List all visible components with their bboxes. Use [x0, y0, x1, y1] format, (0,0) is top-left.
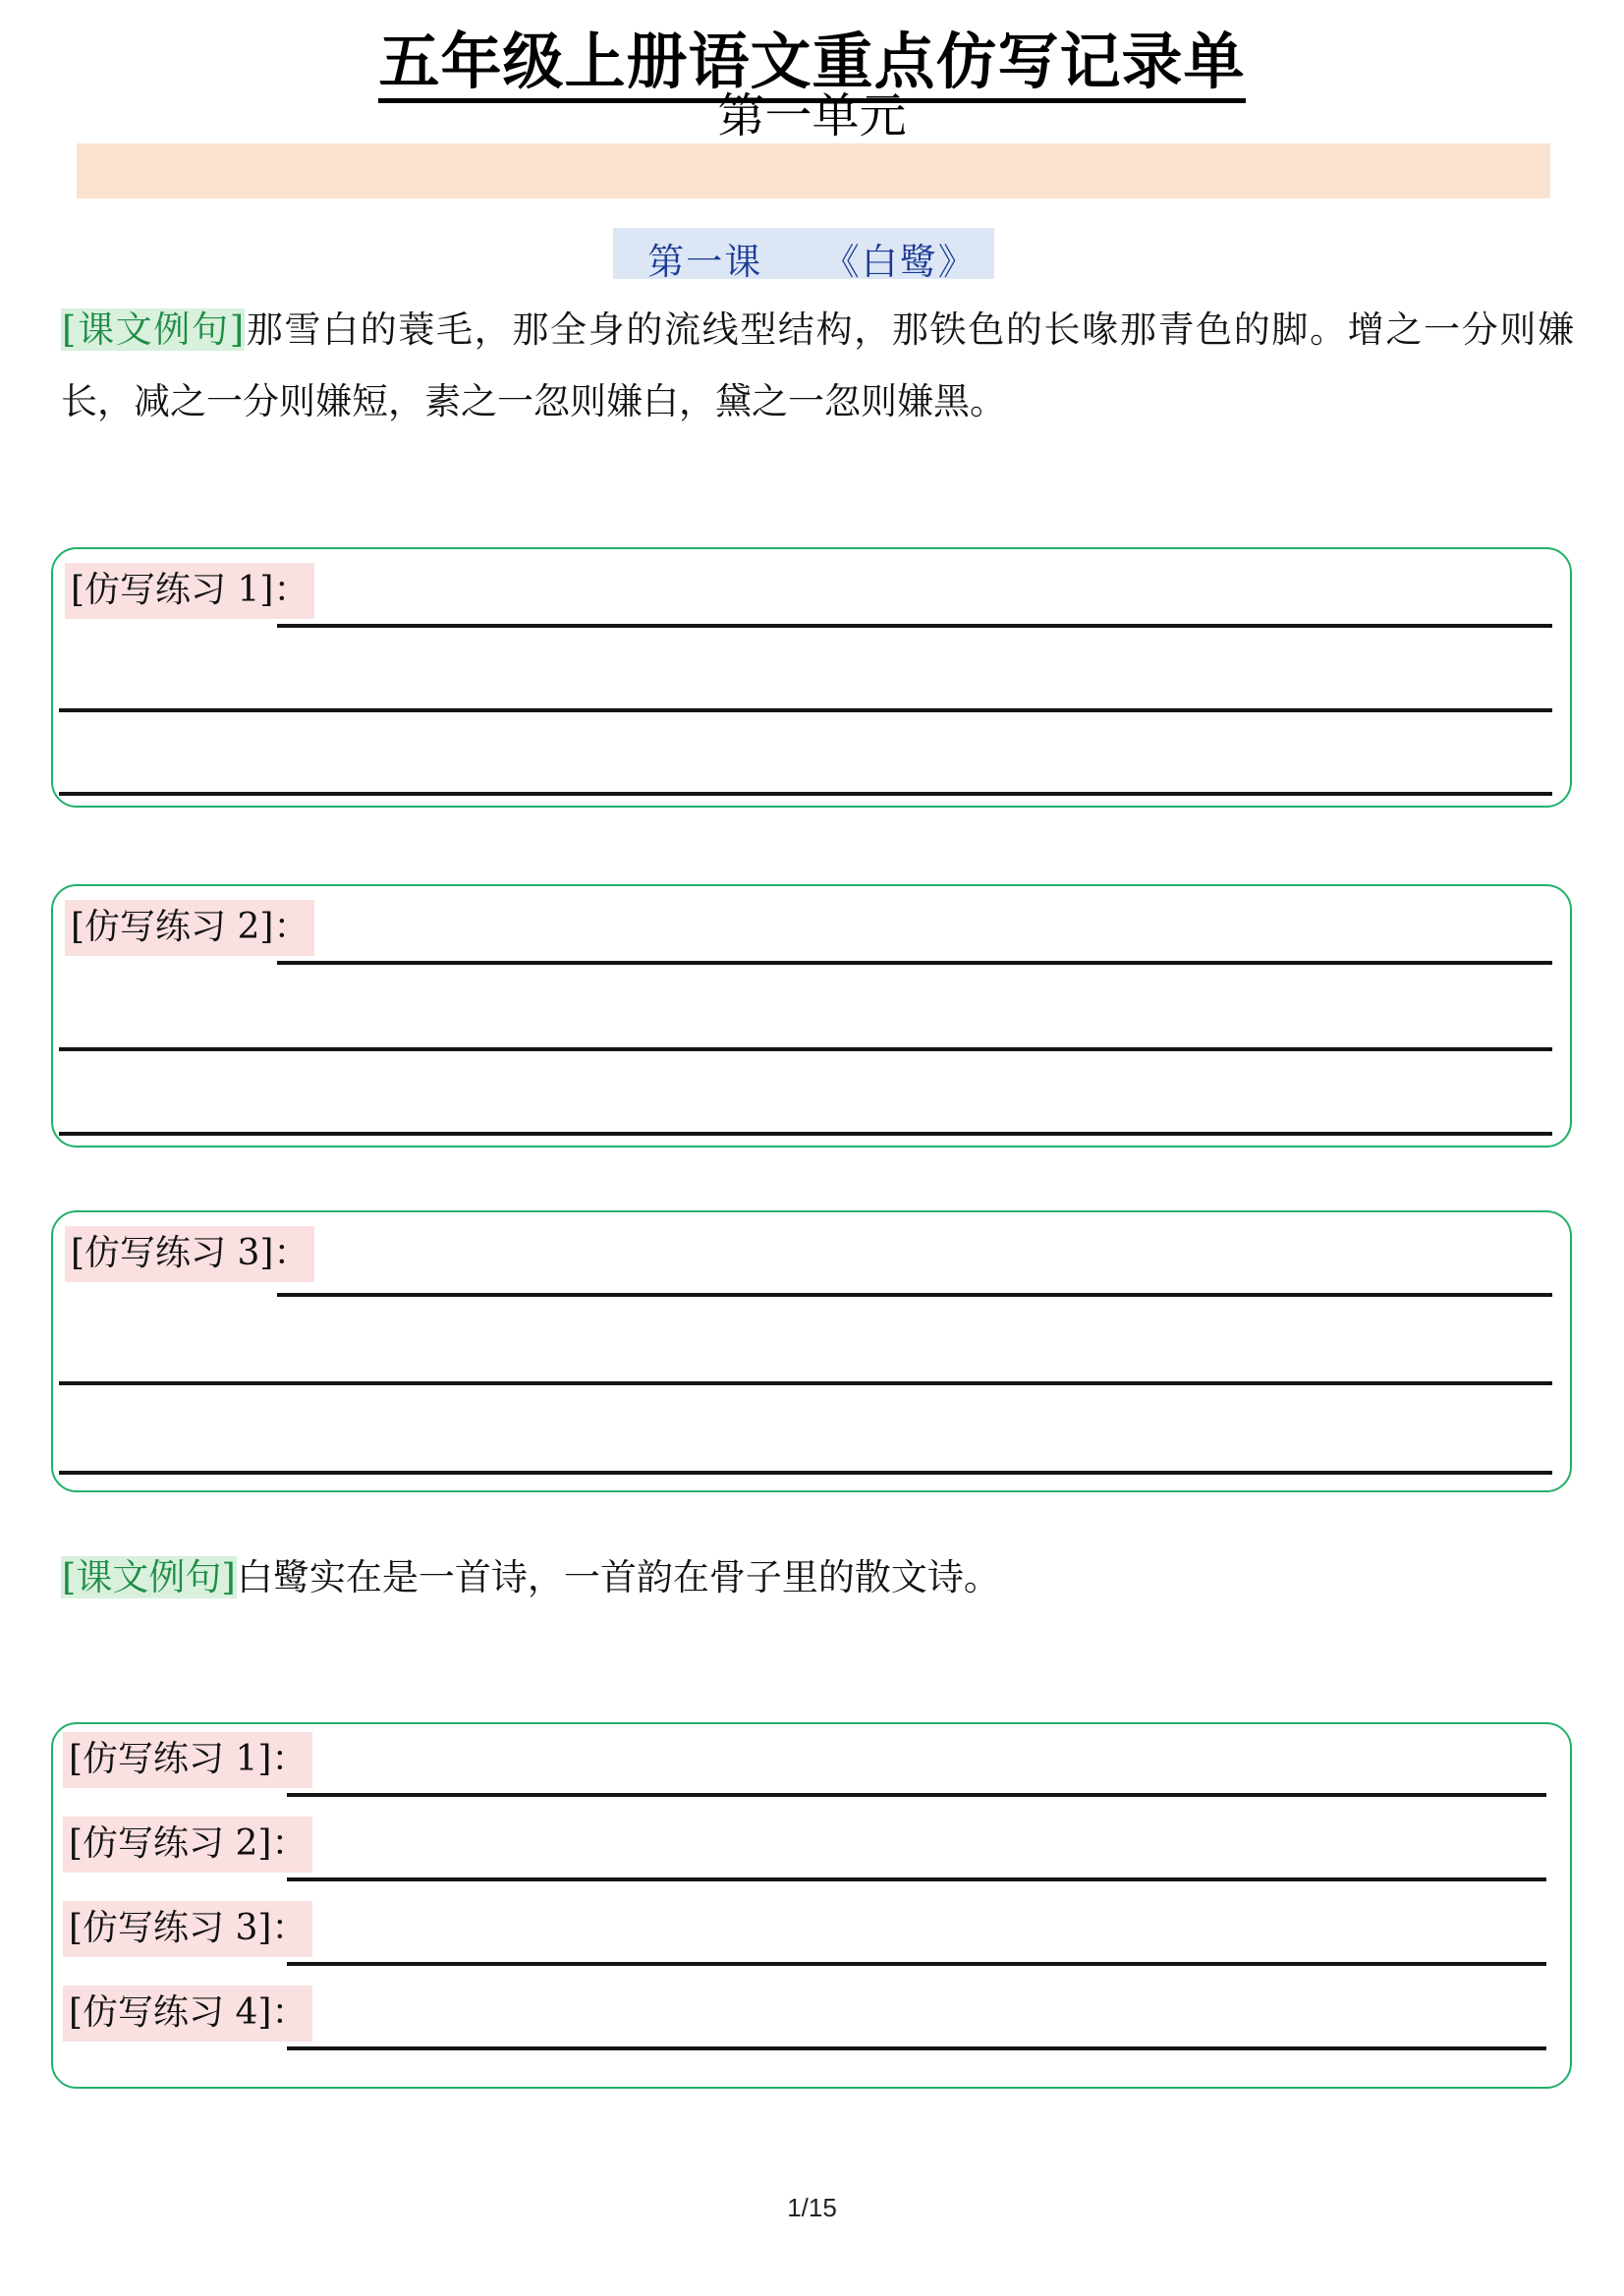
example-text-2: 白鹭实在是一首诗，一首韵在骨子里的散文诗。 [236, 1556, 1000, 1598]
writing-line[interactable] [59, 1381, 1552, 1385]
practice-label-2-1: [仿写练习 1]： [63, 1732, 312, 1788]
writing-line[interactable] [277, 624, 1552, 628]
practice-box-2[interactable] [51, 884, 1572, 1148]
writing-line[interactable] [277, 961, 1552, 965]
writing-line[interactable] [287, 1962, 1546, 1966]
practice-line-row[interactable] [53, 1809, 1570, 1893]
example-sentence-2 [61, 1542, 1574, 1614]
practice-label-2-3: [仿写练习 3]： [63, 1901, 312, 1957]
practice-label-2-4: [仿写练习 4]： [63, 1986, 312, 2042]
example-tag-2: [课文例句] [62, 1556, 236, 1598]
practice-label-1-1: [仿写练习 1]： [65, 563, 314, 619]
practice-line-row[interactable] [53, 1978, 1570, 2062]
page-number: 1/15 [787, 2193, 837, 2222]
unit-highlight-band [77, 143, 1550, 198]
practice-line-row[interactable] [53, 1893, 1570, 1978]
practice-line-row[interactable] [53, 886, 1570, 967]
practice-line-row[interactable] [53, 549, 1570, 630]
lesson-text-title: 《白鹭》 [822, 241, 977, 283]
practice-line-row[interactable] [53, 1212, 1570, 1293]
lesson-heading [0, 232, 1624, 285]
practice-box-4[interactable] [51, 1722, 1572, 2089]
writing-line[interactable] [287, 2046, 1546, 2050]
practice-line-row[interactable] [53, 1724, 1570, 1809]
page-title-text: 五年级上册语文重点仿写记录单 [378, 28, 1245, 103]
writing-line[interactable] [59, 1471, 1552, 1475]
lesson-number: 第一课 [647, 241, 763, 283]
practice-label-1-3: [仿写练习 3]： [65, 1226, 314, 1282]
example-sentence-1 [61, 295, 1574, 438]
writing-line[interactable] [277, 1293, 1552, 1297]
writing-line[interactable] [59, 708, 1552, 712]
writing-line[interactable] [59, 1132, 1552, 1136]
practice-label-1-2: [仿写练习 2]： [65, 900, 314, 956]
example-tag-1: [课文例句] [62, 308, 245, 351]
practice-label-2-2: [仿写练习 2]： [63, 1817, 312, 1873]
writing-line[interactable] [59, 792, 1552, 796]
practice-box-1[interactable] [51, 547, 1572, 808]
practice-box-3[interactable] [51, 1210, 1572, 1492]
unit-title: 第一单元 [717, 88, 907, 143]
writing-line[interactable] [287, 1793, 1546, 1797]
writing-line[interactable] [287, 1877, 1546, 1881]
example-text-1: 那雪白的蓑毛，那全身的流线型结构，那铁色的长喙那青色的脚。增之一分则嫌长，减之一分则嫌短，素之一忽则嫌白，黛之一忽则嫌黑。 [61, 308, 1574, 422]
writing-line[interactable] [59, 1047, 1552, 1051]
